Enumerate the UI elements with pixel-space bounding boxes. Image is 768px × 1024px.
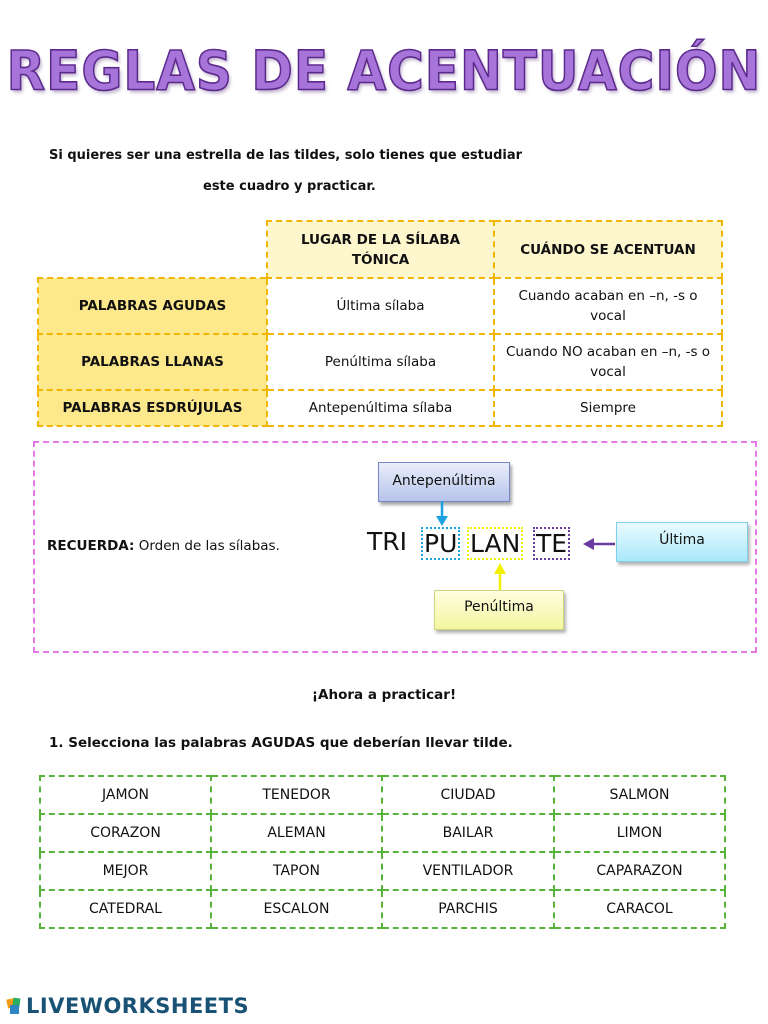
antepenultima-box: Antepenúltima [378, 462, 510, 502]
liveworksheets-logo-text: LIVEWORKSHEETS [26, 994, 250, 1018]
exercise-1-prompt: 1. Selecciona las palabras AGUDAS que deberían llevar tilde. [49, 735, 513, 751]
liveworksheets-logo-icon [6, 996, 26, 1016]
rules-row-place: Antepenúltima sílaba [267, 390, 494, 426]
word-option[interactable]: MEJOR [40, 852, 211, 890]
word-option[interactable]: CIUDAD [382, 776, 554, 814]
syllable-pu: PU [421, 527, 460, 560]
rules-row-when: Cuando NO acaban en –n, -s o vocal [494, 334, 722, 390]
rules-row-place: Penúltima sílaba [267, 334, 494, 390]
word-row [40, 776, 725, 814]
syllable-lan: LAN [467, 527, 523, 560]
rules-row-when: Cuando acaban en –n, -s o vocal [494, 278, 722, 334]
rules-row-type: PALABRAS ESDRÚJULAS [38, 390, 267, 426]
word-option[interactable]: BAILAR [382, 814, 554, 852]
word-option[interactable]: ESCALON [211, 890, 382, 928]
ultima-box: Última [616, 522, 748, 562]
word-option[interactable]: PARCHIS [382, 890, 554, 928]
word-option[interactable]: LIMON [554, 814, 725, 852]
word-option[interactable]: TAPON [211, 852, 382, 890]
word-row [40, 852, 725, 890]
liveworksheets-logo[interactable] [6, 994, 249, 1018]
recuerda-label: RECUERDA: [47, 538, 135, 554]
intro-line-2: este cuadro y practicar. [203, 179, 376, 194]
rules-header-when: CUÁNDO SE ACENTUAN [494, 221, 722, 278]
rules-row-type: PALABRAS AGUDAS [38, 278, 267, 334]
rules-header-place: LUGAR DE LA SÍLABA TÓNICA [267, 221, 494, 278]
word-option[interactable]: ALEMAN [211, 814, 382, 852]
word-row [40, 890, 725, 928]
syllable-te: TE [533, 527, 570, 560]
penultima-box: Penúltima [434, 590, 564, 630]
word-option[interactable]: CAPARAZON [554, 852, 725, 890]
arrow-antepenultima [436, 501, 448, 526]
syllable-tri: TRI [367, 527, 408, 556]
rules-row-place: Última sílaba [267, 278, 494, 334]
rules-row-type: PALABRAS LLANAS [38, 334, 267, 390]
word-option[interactable]: VENTILADOR [382, 852, 554, 890]
word-option[interactable]: SALMON [554, 776, 725, 814]
arrow-ultima [583, 538, 615, 550]
word-option[interactable]: CORAZON [40, 814, 211, 852]
practice-heading: ¡Ahora a practicar! [311, 687, 457, 703]
recuerda-text: Orden de las sílabas. [138, 538, 280, 554]
rules-row-when: Siempre [494, 390, 722, 426]
word-option[interactable]: CATEDRAL [40, 890, 211, 928]
word-row [40, 814, 725, 852]
intro-line-1: Si quieres ser una estrella de las tildes, solo tienes que estudiar [49, 148, 523, 163]
agudas-word-table [39, 775, 726, 929]
page-title: REGLAS DE ACENTUACIÓN [6, 39, 762, 103]
word-option[interactable]: CARACOL [554, 890, 725, 928]
word-option[interactable]: JAMON [40, 776, 211, 814]
word-option[interactable]: TENEDOR [211, 776, 382, 814]
arrow-penultima [494, 563, 506, 590]
